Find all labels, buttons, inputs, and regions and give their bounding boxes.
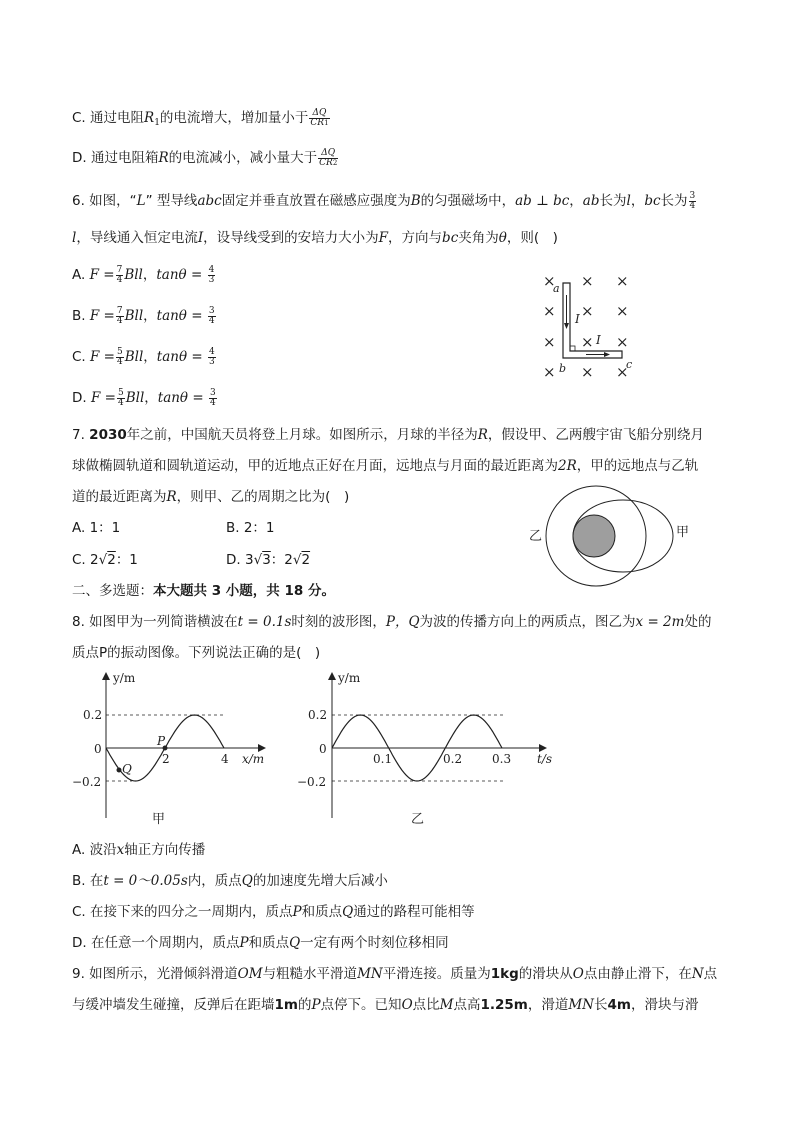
section-heading: 二、多选题：本大题共 3 小题，共 18 分。 <box>72 583 335 599</box>
label-jia: 甲 <box>676 525 690 540</box>
option-text: 的电流增大，增加量小于 <box>159 110 309 126</box>
q8-option-d[interactable]: D. 在任意一个周期内，质点P和质点Q一定有两个时刻位移相同 <box>72 935 449 951</box>
q7-option-a[interactable]: A. 1：1 <box>72 520 121 536</box>
cross-mark: × <box>581 302 594 320</box>
q7-option-b[interactable]: B. 2：1 <box>226 520 275 536</box>
cross-mark: × <box>616 272 629 290</box>
label-a: a <box>553 282 560 295</box>
fraction: $\frac{3}{4}$ <box>689 190 696 211</box>
label-current-2: I <box>596 333 601 347</box>
option-text: 的电流减小，减小量大于 <box>168 150 318 166</box>
q5-option-c[interactable] <box>72 108 331 133</box>
fraction: $\frac{\Delta Q}{CR2}$ <box>319 147 338 168</box>
ytick-top: 0.2 <box>83 708 103 722</box>
label-q: Q <box>122 762 132 776</box>
math-sub: 1 <box>154 118 160 128</box>
label-p: P <box>157 734 166 748</box>
xtick-4: 4 <box>221 752 229 766</box>
ylabel: y/m <box>113 671 136 685</box>
right-angle-mark <box>570 346 575 351</box>
magnetic-field-figure <box>530 265 645 383</box>
q7-stem-line1: 7. 2030年之前，中国航天员将登上月球。如图所示，月球的半径为R，假设甲、乙两艘宇宙飞船分别绕月 <box>72 427 704 443</box>
q7-stem-line3: 道的最近距离为R，则甲、乙的周期之比为( ) <box>72 489 350 505</box>
ytick-top: 0.2 <box>308 708 328 722</box>
cross-mark: × <box>616 302 629 320</box>
cross-mark: × <box>581 363 594 381</box>
xtick-0.3: 0.3 <box>492 752 512 766</box>
caption-yi: 乙 <box>411 812 425 827</box>
q6-option-a[interactable]: A. F = $\frac{7}{4}$ Bll，tanθ = $\frac{4}{3}$ <box>72 264 215 285</box>
q6-stem-line2: l，导线通入恒定电流I，设导线受到的安培力大小为F，方向与bc夹角为θ，则( ) <box>72 230 558 246</box>
ytick-zero: 0 <box>94 742 102 756</box>
cross-mark: × <box>543 333 556 351</box>
q6-option-c[interactable]: C. F = $\frac{5}{4}$ Bll，tanθ = $\frac{4}{3}$ <box>72 346 215 367</box>
cross-mark: × <box>543 272 556 290</box>
q7-option-d[interactable]: D. 3√3：2√2 <box>226 552 311 568</box>
xtick-0.1: 0.1 <box>373 752 393 766</box>
point-q <box>117 768 122 773</box>
ytick-bottom: −0.2 <box>72 775 102 789</box>
ytick-bottom: −0.2 <box>297 775 327 789</box>
q8-stem-line2: 质点P的振动图像。下列说法正确的是( ) <box>72 645 321 661</box>
label-yi: 乙 <box>529 529 543 544</box>
math-var: R <box>158 150 169 166</box>
xlabel: x/m <box>242 752 265 766</box>
q7-stem-line2: 球做椭圆轨道和圆轨道运动，甲的近地点正好在月面，远地点与月面的最近距离为2R，甲的远地点与乙轨 <box>72 458 699 474</box>
moon <box>573 515 615 557</box>
cross-mark: × <box>581 272 594 290</box>
wave-graph-jia <box>72 668 282 830</box>
cross-mark: × <box>616 333 629 351</box>
ytick-zero: 0 <box>319 742 327 756</box>
cross-mark: × <box>581 333 594 351</box>
orbit-figure <box>520 480 705 590</box>
label-current-1: I <box>575 312 580 326</box>
q8-option-b[interactable]: B. 在t = 0～0.05s内，质点Q的加速度先增大后减小 <box>72 873 388 889</box>
q8-option-c[interactable]: C. 在接下来的四分之一周期内，质点P和质点Q通过的路程可能相等 <box>72 904 475 920</box>
label-c: c <box>626 358 633 371</box>
q5-option-d[interactable] <box>72 148 339 168</box>
math-var: R <box>144 110 155 126</box>
cross-mark: × <box>543 363 556 381</box>
label-b: b <box>559 362 567 375</box>
cross-mark: × <box>616 363 629 381</box>
q9-stem-line1: 9. 如图所示，光滑倾斜滑道OM与粗糙水平滑道MN平滑连接。质量为1kg的滑块从O点由静止滑下，在N点 <box>72 966 718 982</box>
q6-option-b[interactable]: B. F = $\frac{7}{4}$ Bll，tanθ = $\frac{3}{4}$ <box>72 305 215 326</box>
q6-stem-line1: 6. 如图，“L” 型导线abc固定并垂直放置在磁感应强度为B的匀强磁场中，ab ⊥ bc，ab长为l，bc长为 $\frac{3}{4}$ <box>72 190 696 211</box>
q7-option-c[interactable]: C. 2√2：1 <box>72 552 138 568</box>
xlabel: t/s <box>537 752 553 766</box>
q6-option-d[interactable]: D. F = $\frac{5}{4}$ Bll，tanθ = $\frac{3}{4}$ <box>72 387 216 408</box>
fraction: $\frac{\Delta Q}{CR1}$ <box>310 107 329 128</box>
q9-stem-line2: 与缓冲墙发生碰撞，反弹后在距墙1m的P点停下。已知O点比M点高1.25m，滑道MN长4m，滑块与滑 <box>72 997 699 1013</box>
q8-option-a[interactable]: A. 波沿x轴正方向传播 <box>72 842 206 858</box>
q8-stem-line1: 8. 如图甲为一列简谐横波在t = 0.1s时刻的波形图，P，Q为波的传播方向上的两质点，图乙为x = 2m处的 <box>72 614 712 630</box>
option-text: C. 通过电阻 <box>72 110 145 126</box>
xtick-0.2: 0.2 <box>443 752 463 766</box>
option-text: D. 通过电阻箱 <box>72 150 159 166</box>
cross-mark: × <box>543 302 556 320</box>
caption-jia: 甲 <box>152 812 166 827</box>
ylabel: y/m <box>338 671 361 685</box>
xtick-2: 2 <box>162 752 170 766</box>
vibration-graph-yi <box>295 668 565 830</box>
